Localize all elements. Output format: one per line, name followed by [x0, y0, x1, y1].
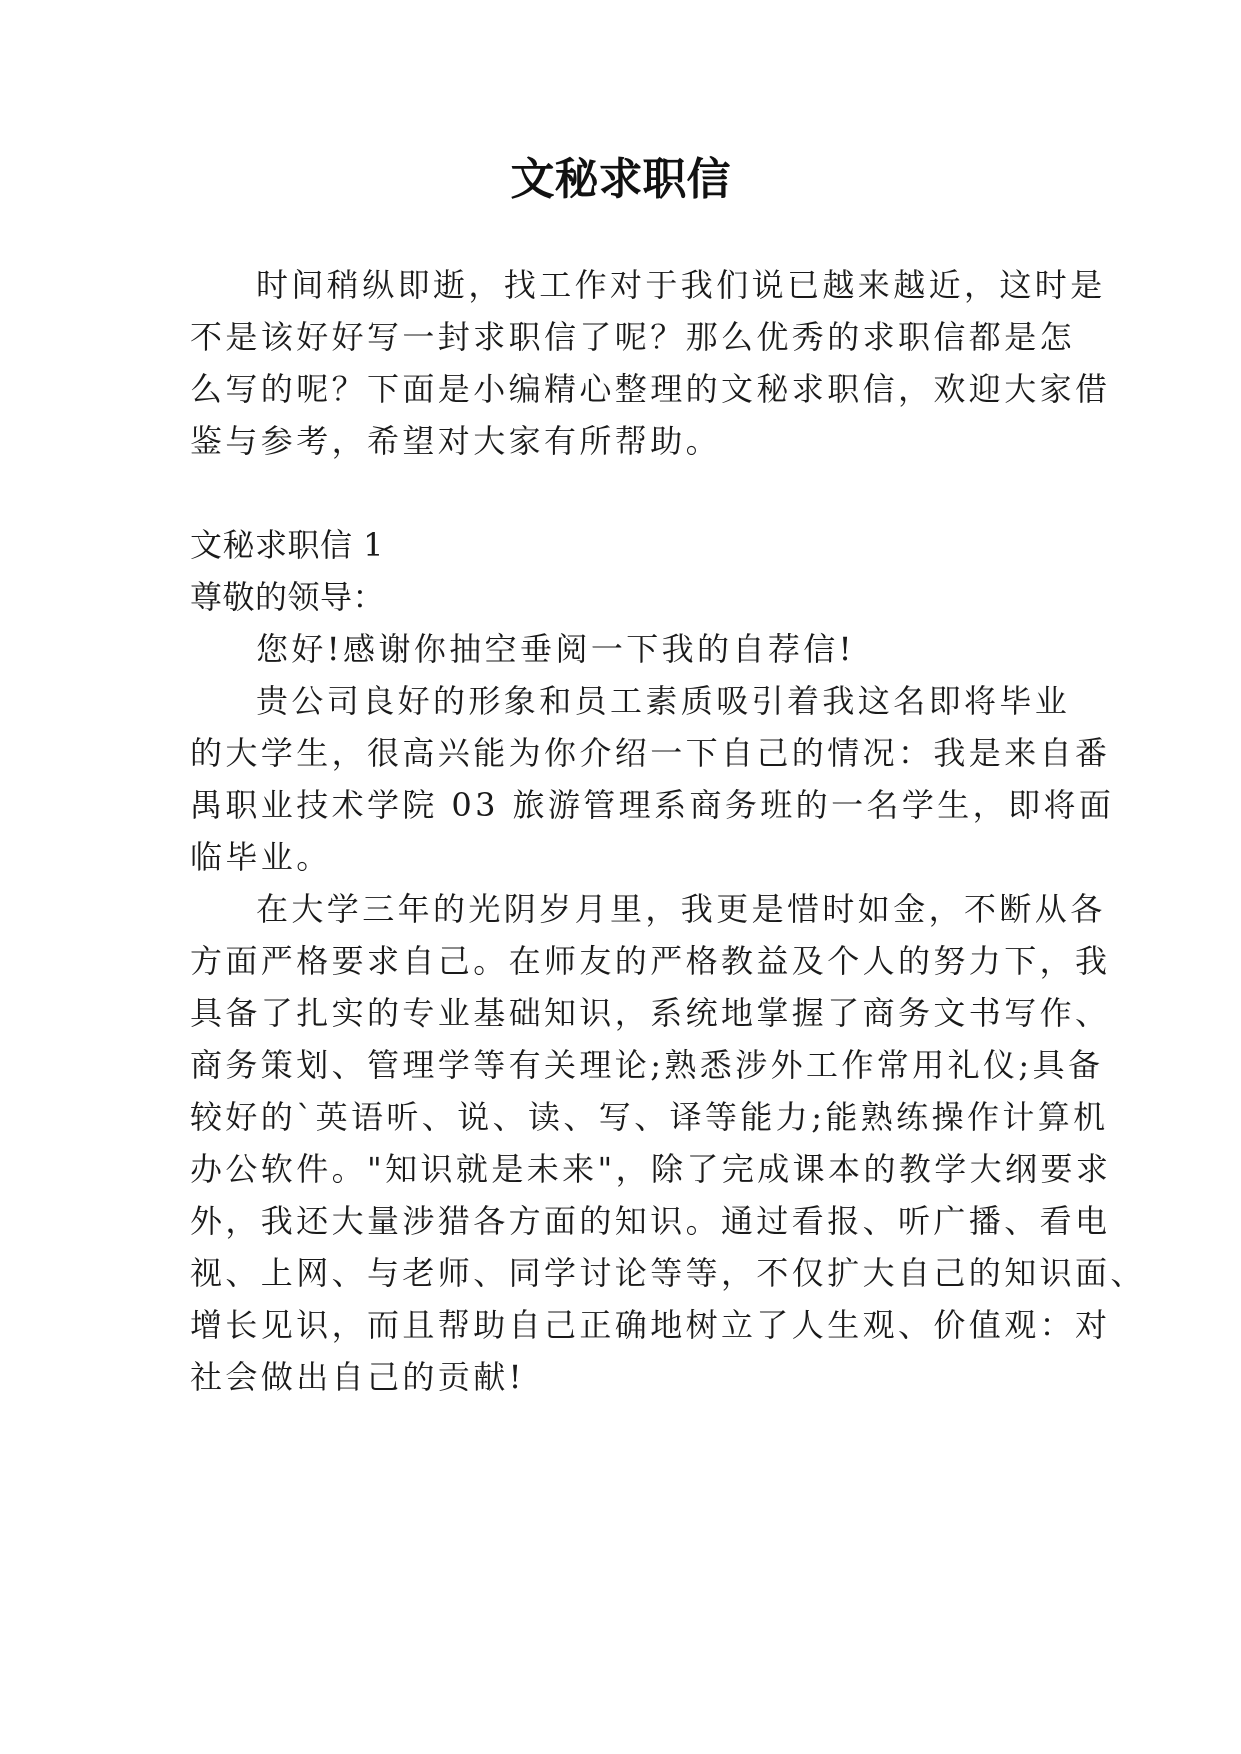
paragraph-line: 办公软件。"知识就是未来"，除了完成课本的教学大纲要求: [190, 1150, 1112, 1188]
paragraph-line: 社会做出自己的贡献!: [190, 1358, 525, 1396]
intro-line: 时间稍纵即逝，找工作对于我们说已越来越近，这时是: [256, 266, 1106, 304]
paragraph-line: 外，我还大量涉猎各方面的知识。通过看报、听广播、看电: [190, 1202, 1111, 1240]
paragraph-line: 增长见识，而且帮助自己正确地树立了人生观、价值观：对: [190, 1306, 1111, 1344]
paragraph-line: 具备了扎实的专业基础知识，系统地掌握了商务文书写作、: [190, 994, 1111, 1032]
paragraph-line: 的大学生，很高兴能为你介绍一下自己的情况：我是来自番: [190, 734, 1111, 772]
paragraph-line: 在大学三年的光阴岁月里，我更是惜时如金，不断从各: [256, 890, 1106, 928]
salutation: 尊敬的领导：: [190, 578, 386, 616]
paragraph-line: 较好的`英语听、说、读、写、译等能力;能熟练操作计算机: [190, 1098, 1109, 1136]
section-heading: 文秘求职信 1: [190, 526, 385, 564]
paragraph-line: 视、上网、与老师、同学讨论等等，不仅扩大自己的知识面、: [190, 1254, 1146, 1292]
paragraph-line: 禺职业技术学院 03 旅游管理系商务班的一名学生，即将面: [190, 786, 1115, 824]
paragraph-line: 临毕业。: [190, 838, 332, 876]
paragraph-line: 商务策划、管理学等有关理论;熟悉涉外工作常用礼仪;具备: [190, 1046, 1104, 1084]
document-title: 文秘求职信: [510, 154, 731, 205]
intro-line: 鉴与参考，希望对大家有所帮助。: [190, 422, 722, 460]
paragraph-line: 贵公司良好的形象和员工素质吸引着我这名即将毕业: [256, 682, 1071, 720]
paragraph-line: 方面严格要求自己。在师友的严格教益及个人的努力下，我: [190, 942, 1111, 980]
greeting-line: 您好!感谢你抽空垂阅一下我的自荐信!: [256, 630, 855, 668]
intro-line: 么写的呢？下面是小编精心整理的文秘求职信，欢迎大家借: [190, 370, 1111, 408]
intro-line: 不是该好好写一封求职信了呢？那么优秀的求职信都是怎: [190, 318, 1076, 356]
